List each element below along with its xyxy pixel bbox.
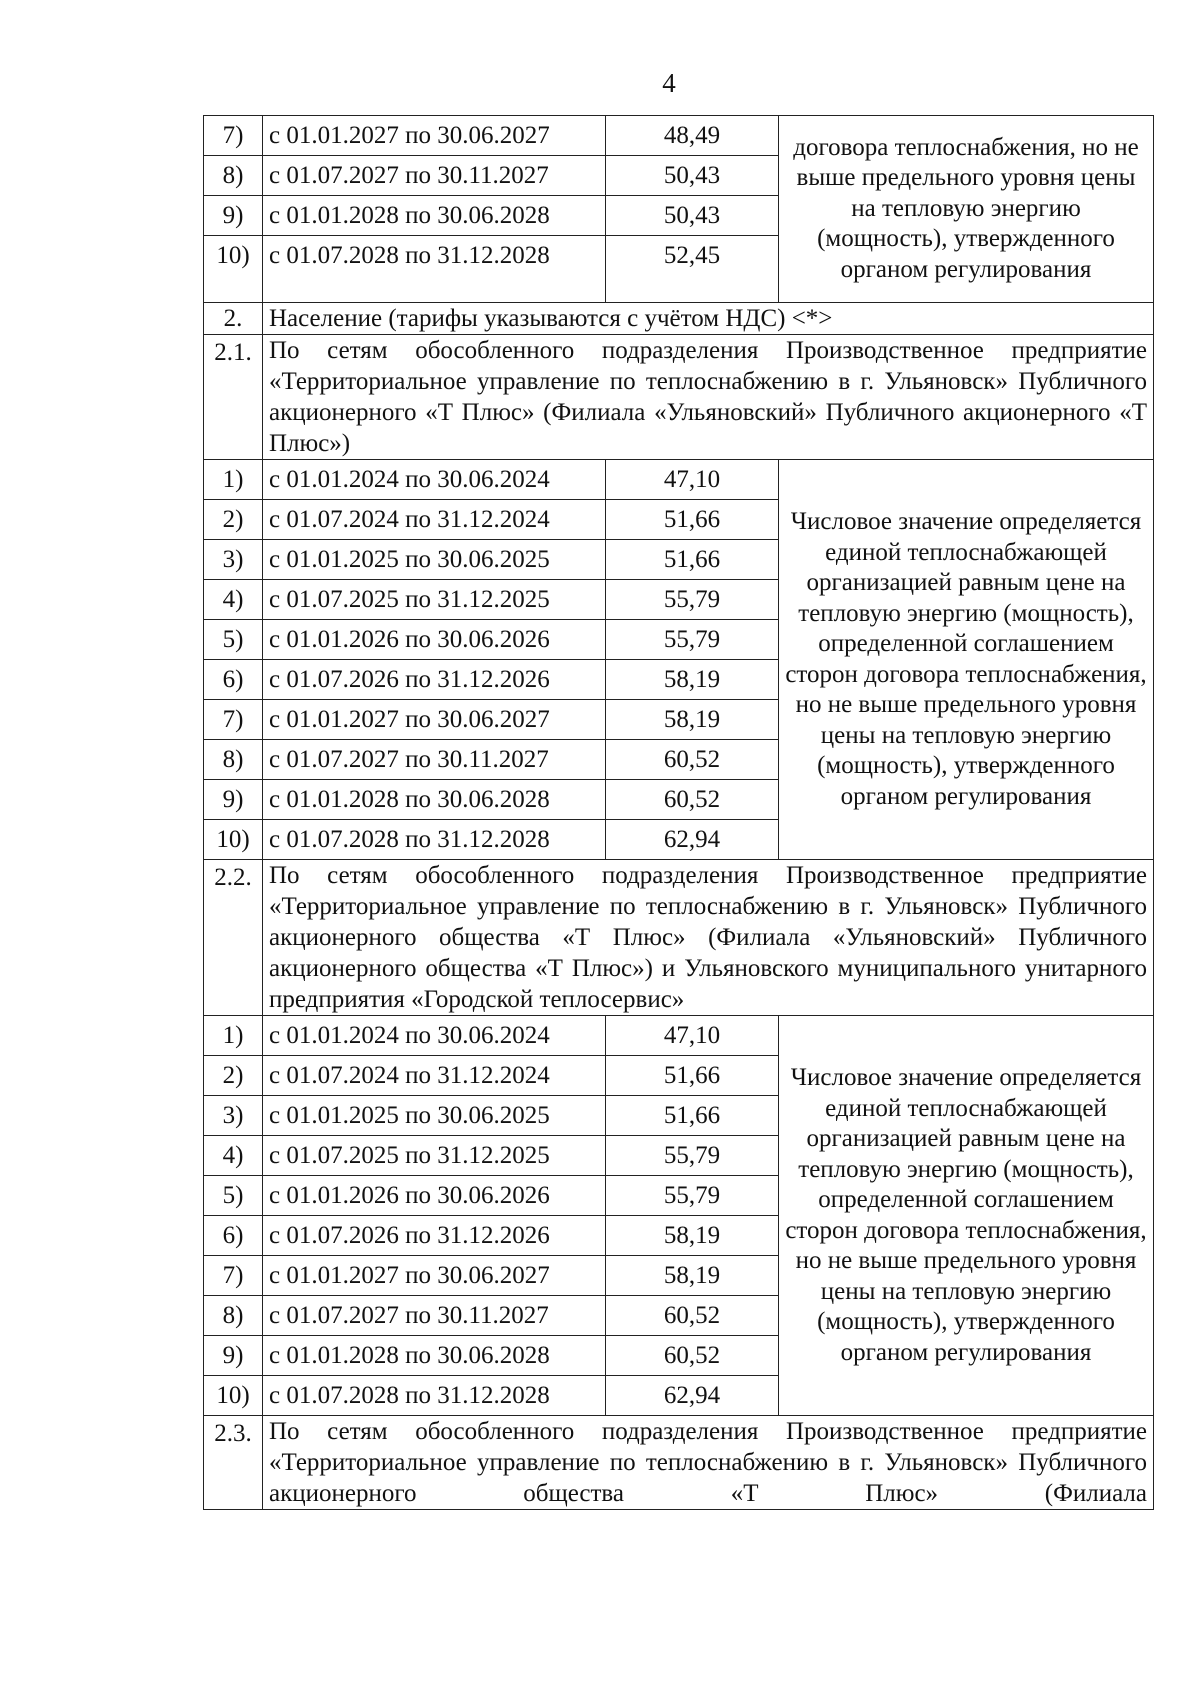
row-period: с 01.07.2028 по 31.12.2028: [263, 1376, 606, 1416]
row-number: 5): [204, 1176, 263, 1216]
subsection-heading-row: [204, 335, 1154, 460]
row-number: 7): [204, 1256, 263, 1296]
row-number: 10): [204, 1376, 263, 1416]
row-number: 9): [204, 196, 263, 236]
row-number: 1): [204, 1016, 263, 1056]
row-value: 55,79: [606, 1136, 779, 1176]
row-value: 60,52: [606, 1336, 779, 1376]
row-period: с 01.01.2027 по 30.06.2027: [263, 116, 606, 156]
subsection-number: 2.2.: [204, 860, 263, 1016]
row-period: с 01.07.2025 по 31.12.2025: [263, 1136, 606, 1176]
row-period: с 01.01.2027 по 30.06.2027: [263, 700, 606, 740]
row-period: с 01.01.2024 по 30.06.2024: [263, 1016, 606, 1056]
section-heading-row: [204, 303, 1154, 335]
row-value: 55,79: [606, 580, 779, 620]
section-number: 2.: [204, 303, 263, 335]
row-value: 52,45: [606, 236, 779, 303]
row-period: с 01.01.2028 по 30.06.2028: [263, 780, 606, 820]
row-value: 58,19: [606, 1216, 779, 1256]
row-number: 9): [204, 780, 263, 820]
row-period: с 01.01.2026 по 30.06.2026: [263, 620, 606, 660]
row-period: с 01.07.2024 по 31.12.2024: [263, 500, 606, 540]
row-number: 7): [204, 116, 263, 156]
section-title: Население (тарифы указываются с учётом НДС) <*>: [263, 303, 1154, 335]
row-number: 7): [204, 700, 263, 740]
row-value: 58,19: [606, 1256, 779, 1296]
row-period: с 01.07.2027 по 30.11.2027: [263, 1296, 606, 1336]
row-period: с 01.07.2028 по 31.12.2028: [263, 236, 606, 303]
row-period: с 01.07.2024 по 31.12.2024: [263, 1056, 606, 1096]
row-number: 3): [204, 1096, 263, 1136]
row-value: 58,19: [606, 700, 779, 740]
row-period: с 01.01.2025 по 30.06.2025: [263, 540, 606, 580]
table-row: [204, 116, 1154, 156]
subsection-number: 2.1.: [204, 335, 263, 460]
row-period: с 01.01.2024 по 30.06.2024: [263, 460, 606, 500]
row-period: с 01.07.2027 по 30.11.2027: [263, 740, 606, 780]
row-period: с 01.01.2026 по 30.06.2026: [263, 1176, 606, 1216]
table-row: [204, 1016, 1154, 1056]
row-period: с 01.01.2027 по 30.06.2027: [263, 1256, 606, 1296]
row-value: 55,79: [606, 1176, 779, 1216]
row-number: 6): [204, 660, 263, 700]
section-2: [204, 303, 1154, 335]
row-period: с 01.07.2026 по 31.12.2026: [263, 1216, 606, 1256]
subsection-2-2: [204, 860, 1154, 1416]
row-period: с 01.07.2025 по 31.12.2025: [263, 580, 606, 620]
row-period: с 01.07.2027 по 30.11.2027: [263, 156, 606, 196]
row-value: 51,66: [606, 500, 779, 540]
subsection-description: По сетям обособленного подразделения Производственное предприятие «Территориальное управление по теплоснабжению в г. Ульяновск» Публичного акционерного общества «Т Плюс» (Филиала: [263, 1416, 1154, 1510]
row-note: договора теплоснабжения, но не выше предельного уровня цены на тепловую энергию (мощность), утвержденного органом регулирования: [779, 116, 1154, 303]
row-number: 8): [204, 740, 263, 780]
row-number: 4): [204, 1136, 263, 1176]
subsection-heading-row: [204, 1416, 1154, 1510]
row-number: 4): [204, 580, 263, 620]
row-number: 9): [204, 1336, 263, 1376]
row-number: 10): [204, 236, 263, 303]
row-number: 5): [204, 620, 263, 660]
row-period: с 01.07.2026 по 31.12.2026: [263, 660, 606, 700]
subsection-description: По сетям обособленного подразделения Производственное предприятие «Территориальное управление по теплоснабжению в г. Ульяновск» Публичного акционерного «Т Плюс» (Филиала «Ульяновский» Публичного акционерного «Т Плюс»): [263, 335, 1154, 460]
row-value: 55,79: [606, 620, 779, 660]
row-period: с 01.01.2028 по 30.06.2028: [263, 1336, 606, 1376]
row-value: 62,94: [606, 1376, 779, 1416]
table-row: [204, 460, 1154, 500]
subsection-number: 2.3.: [204, 1416, 263, 1510]
row-note: Числовое значение определяется единой теплоснабжающей организацией равным цене на тепловую энергию (мощность), определенной соглашением сторон договора теплоснабжения, но не выше предельного уровня цены на тепловую энергию (мощность), утвержденного органом регулирования: [779, 460, 1154, 860]
tariff-table: [203, 115, 1154, 1510]
row-value: 50,43: [606, 156, 779, 196]
row-number: 3): [204, 540, 263, 580]
row-value: 51,66: [606, 1056, 779, 1096]
row-value: 48,49: [606, 116, 779, 156]
page-number: 4: [662, 68, 676, 98]
row-value: 47,10: [606, 460, 779, 500]
row-value: 50,43: [606, 196, 779, 236]
subsection-2-1: [204, 335, 1154, 860]
row-period: с 01.07.2028 по 31.12.2028: [263, 820, 606, 860]
continued-block: [204, 116, 1154, 303]
row-number: 10): [204, 820, 263, 860]
row-number: 1): [204, 460, 263, 500]
row-number: 6): [204, 1216, 263, 1256]
row-number: 2): [204, 1056, 263, 1096]
row-period: с 01.01.2025 по 30.06.2025: [263, 1096, 606, 1136]
row-note: Числовое значение определяется единой теплоснабжающей организацией равным цене на тепловую энергию (мощность), определенной соглашением сторон договора теплоснабжения, но не выше предельного уровня цены на тепловую энергию (мощность), утвержденного органом регулирования: [779, 1016, 1154, 1416]
row-number: 2): [204, 500, 263, 540]
row-value: 58,19: [606, 660, 779, 700]
row-number: 8): [204, 1296, 263, 1336]
subsection-description: По сетям обособленного подразделения Производственное предприятие «Территориальное управление по теплоснабжению в г. Ульяновск» Публичного акционерного общества «Т Плюс» (Филиала «Ульяновский» Публичного акционерного общества «Т Плюс») и Ульяновского муниципального унитарного предприятия «Городской теплосервис»: [263, 860, 1154, 1016]
row-value: 51,66: [606, 1096, 779, 1136]
row-value: 60,52: [606, 740, 779, 780]
subsection-2-3: [204, 1416, 1154, 1510]
row-value: 60,52: [606, 1296, 779, 1336]
row-value: 62,94: [606, 820, 779, 860]
subsection-heading-row: [204, 860, 1154, 1016]
row-period: с 01.01.2028 по 30.06.2028: [263, 196, 606, 236]
row-number: 8): [204, 156, 263, 196]
row-value: 60,52: [606, 780, 779, 820]
row-value: 47,10: [606, 1016, 779, 1056]
row-value: 51,66: [606, 540, 779, 580]
